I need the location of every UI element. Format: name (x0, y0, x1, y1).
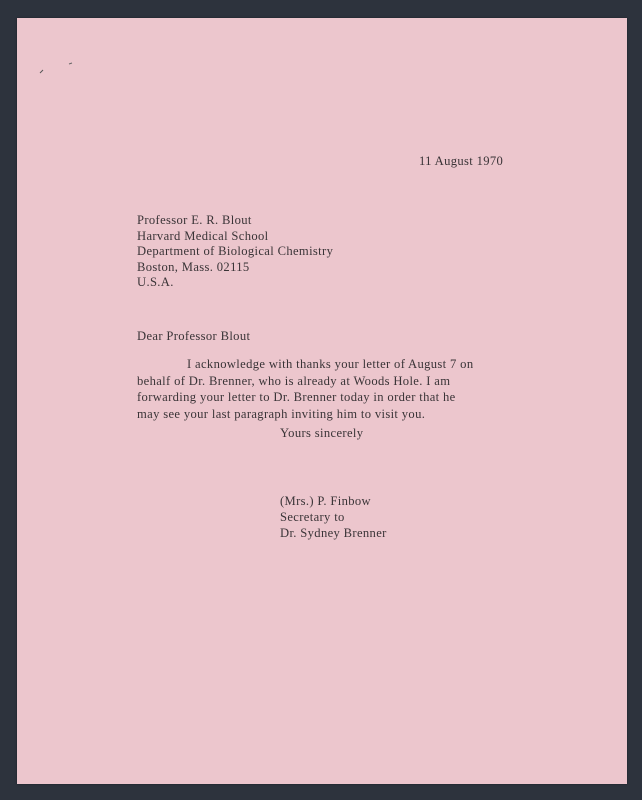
pencil-mark (39, 61, 75, 75)
recipient-address (137, 213, 333, 291)
recipient-line: Boston, Mass. 02115 (137, 259, 250, 274)
salutation: Dear Professor Blout (137, 329, 251, 343)
body-line: may see your last paragraph inviting him to visit you. (137, 406, 426, 421)
body-line: I acknowledge with thanks your letter of August 7 on (187, 357, 474, 371)
letter-body (137, 356, 473, 422)
letter-date: 11 August 1970 (419, 154, 504, 168)
recipient-line: Professor E. R. Blout (137, 213, 252, 227)
body-line: behalf of Dr. Brenner, who is already at Woods Hole. I am (137, 373, 451, 388)
body-line: forwarding your letter to Dr. Brenner today in order that he (137, 390, 456, 404)
recipient-line: Department of Biological Chemistry (137, 244, 334, 258)
recipient-line: Harvard Medical School (137, 228, 269, 243)
closing: Yours sincerely (280, 426, 364, 440)
signature-line: Secretary to (280, 510, 345, 524)
signature-line: Dr. Sydney Brenner (280, 526, 387, 540)
signature-line: (Mrs.) P. Finbow (280, 494, 371, 508)
recipient-line: U.S.A. (137, 275, 174, 289)
letter-page (17, 18, 627, 784)
signature-block (280, 493, 387, 541)
